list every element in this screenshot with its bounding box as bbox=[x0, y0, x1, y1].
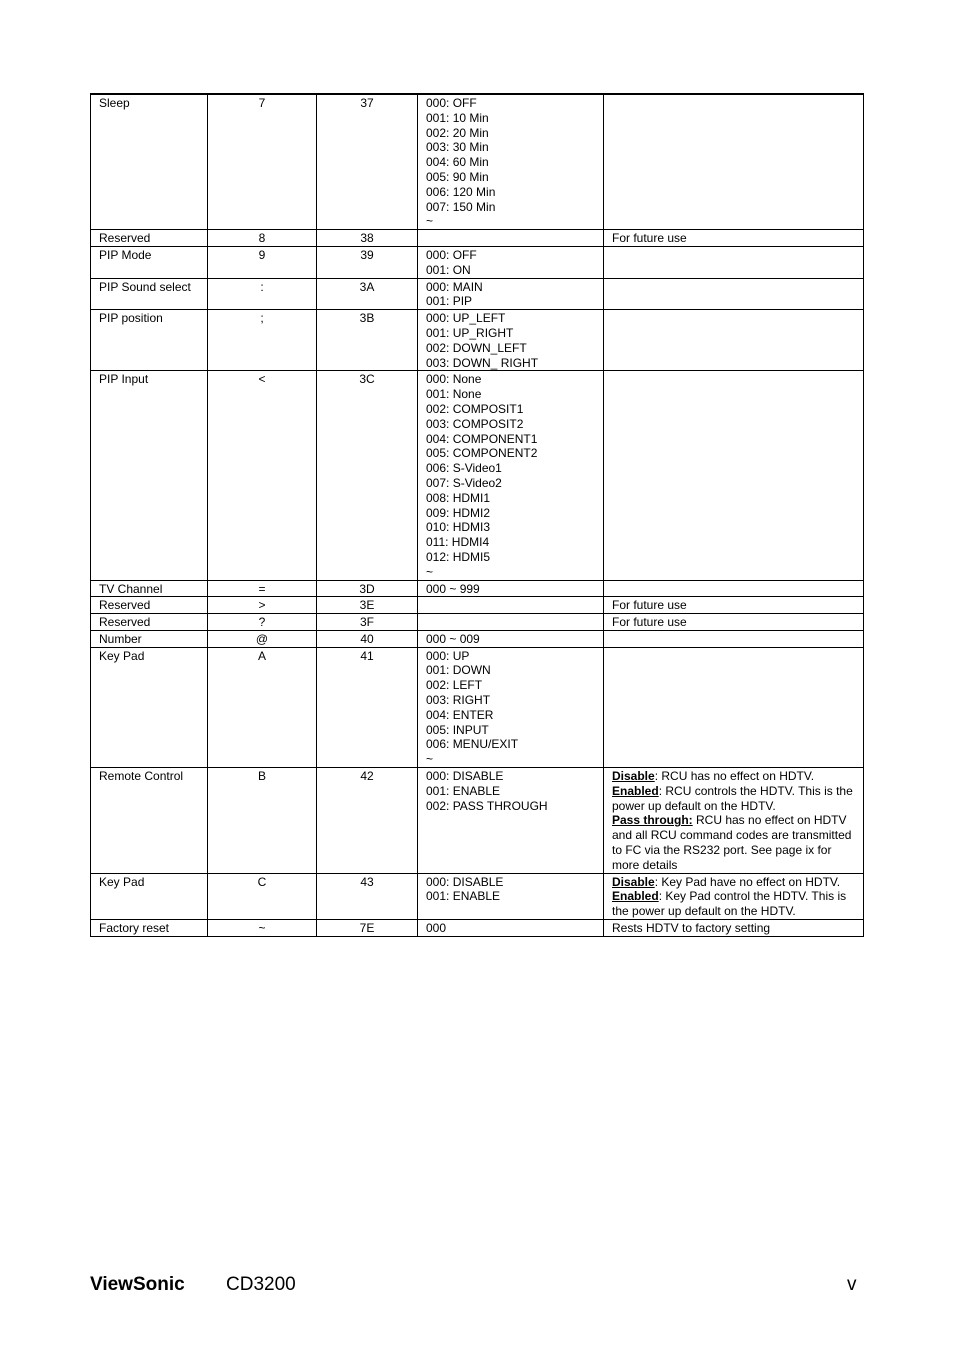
description-text: For future use bbox=[612, 615, 687, 630]
command-hex: 7E bbox=[317, 920, 418, 937]
table-row bbox=[91, 647, 864, 767]
command-char: A bbox=[208, 647, 317, 767]
description-keyword: Pass through: bbox=[612, 813, 693, 828]
command-hex: 37 bbox=[317, 94, 418, 230]
command-name: PIP Input bbox=[91, 371, 208, 580]
table-row bbox=[91, 614, 864, 631]
description-text: : Key Pad have no effect on HDTV. bbox=[654, 874, 841, 889]
page-number: v bbox=[847, 1274, 857, 1295]
value-option: 002: LEFT bbox=[426, 678, 483, 693]
command-hex: 3E bbox=[317, 597, 418, 614]
command-char: ? bbox=[208, 614, 317, 631]
value-option: 002: 20 Min bbox=[426, 125, 489, 140]
command-description bbox=[604, 597, 864, 614]
command-name: Factory reset bbox=[91, 920, 208, 937]
command-description bbox=[604, 278, 864, 310]
command-char: < bbox=[208, 371, 317, 580]
command-char: ~ bbox=[208, 920, 317, 937]
command-values bbox=[418, 94, 604, 230]
command-hex: 3A bbox=[317, 278, 418, 310]
value-option: 001: PIP bbox=[426, 294, 473, 309]
value-option: 004: COMPONENT1 bbox=[426, 431, 538, 446]
value-option: 000 bbox=[426, 921, 447, 936]
command-name: Reserved bbox=[91, 230, 208, 247]
value-option: 006: MENU/EXIT bbox=[426, 737, 519, 752]
command-char: 9 bbox=[208, 246, 317, 278]
command-values bbox=[418, 873, 604, 919]
command-description bbox=[604, 371, 864, 580]
footer-brand: ViewSonic bbox=[90, 1274, 185, 1295]
command-description bbox=[604, 768, 864, 874]
value-option: 000: DISABLE bbox=[426, 874, 504, 889]
command-values bbox=[418, 278, 604, 310]
description-text: For future use bbox=[612, 231, 687, 246]
table-row bbox=[91, 630, 864, 647]
description-keyword: Disable bbox=[612, 769, 655, 784]
command-description bbox=[604, 230, 864, 247]
value-option: 003: RIGHT bbox=[426, 693, 491, 708]
command-char: 8 bbox=[208, 230, 317, 247]
command-description bbox=[604, 920, 864, 937]
command-values bbox=[418, 230, 604, 247]
value-option: 006: S-Video1 bbox=[426, 461, 502, 476]
value-option: ~ bbox=[426, 214, 434, 229]
command-hex: 38 bbox=[317, 230, 418, 247]
value-option: 000: DISABLE bbox=[426, 769, 504, 784]
table-row bbox=[91, 230, 864, 247]
value-option: 012: HDMI5 bbox=[426, 549, 491, 564]
value-option: 011: HDMI4 bbox=[426, 535, 490, 550]
command-values bbox=[418, 310, 604, 371]
value-option: ~ bbox=[426, 752, 434, 767]
value-option: 002: DOWN_LEFT bbox=[426, 340, 527, 355]
command-description bbox=[604, 647, 864, 767]
table-row bbox=[91, 246, 864, 278]
description-text: RCU has no effect on HDTV and all RCU command codes are transmitted to FC via the RS232 port. See page ix for more details bbox=[612, 813, 852, 872]
value-option: 001: 10 Min bbox=[426, 110, 489, 125]
value-option: 004: 60 Min bbox=[426, 155, 489, 170]
command-name: Reserved bbox=[91, 614, 208, 631]
command-description bbox=[604, 580, 864, 597]
command-char: ; bbox=[208, 310, 317, 371]
command-hex: 41 bbox=[317, 647, 418, 767]
value-option: 007: S-Video2 bbox=[426, 475, 502, 490]
description-line bbox=[612, 875, 859, 890]
command-hex: 43 bbox=[317, 873, 418, 919]
value-option: 002: COMPOSIT1 bbox=[426, 401, 524, 416]
description-line bbox=[612, 598, 859, 613]
value-option: 005: INPUT bbox=[426, 722, 489, 737]
value-option: 007: 150 Min bbox=[426, 199, 496, 214]
table-row bbox=[91, 597, 864, 614]
command-values bbox=[418, 597, 604, 614]
description-line bbox=[612, 769, 859, 784]
command-name: Sleep bbox=[91, 94, 208, 230]
description-text: Rests HDTV to factory setting bbox=[612, 921, 771, 936]
value-option: 000: UP_LEFT bbox=[426, 311, 506, 326]
value-option: 005: 90 Min bbox=[426, 169, 489, 184]
table-row bbox=[91, 94, 864, 230]
command-values bbox=[418, 630, 604, 647]
command-table bbox=[90, 93, 864, 937]
command-char: C bbox=[208, 873, 317, 919]
command-char: @ bbox=[208, 630, 317, 647]
value-option: 004: ENTER bbox=[426, 707, 494, 722]
value-option: 000: OFF bbox=[426, 247, 477, 262]
value-option: 003: DOWN_ RIGHT bbox=[426, 355, 539, 370]
value-option: 000 ~ 009 bbox=[426, 631, 480, 646]
value-option: 001: UP_RIGHT bbox=[426, 325, 514, 340]
value-option: 003: 30 Min bbox=[426, 140, 489, 155]
command-name: PIP Sound select bbox=[91, 278, 208, 310]
description-line bbox=[612, 813, 859, 872]
command-description bbox=[604, 94, 864, 230]
value-option: 009: HDMI2 bbox=[426, 505, 491, 520]
description-line bbox=[612, 889, 859, 919]
command-description bbox=[604, 614, 864, 631]
command-name: PIP position bbox=[91, 310, 208, 371]
value-option: 010: HDMI3 bbox=[426, 520, 491, 535]
table-row bbox=[91, 920, 864, 937]
command-char: > bbox=[208, 597, 317, 614]
command-name: Reserved bbox=[91, 597, 208, 614]
command-description bbox=[604, 310, 864, 371]
command-hex: 3D bbox=[317, 580, 418, 597]
command-char: : bbox=[208, 278, 317, 310]
command-values bbox=[418, 768, 604, 874]
value-option: 001: None bbox=[426, 387, 482, 402]
description-keyword: Enabled bbox=[612, 783, 659, 798]
table-row bbox=[91, 768, 864, 874]
table-row bbox=[91, 873, 864, 919]
description-keyword: Disable bbox=[612, 874, 655, 889]
command-char: 7 bbox=[208, 94, 317, 230]
command-hex: 3C bbox=[317, 371, 418, 580]
command-name: TV Channel bbox=[91, 580, 208, 597]
command-values bbox=[418, 580, 604, 597]
description-text: : Key Pad control the HDTV. This is the power up default on the HDTV. bbox=[612, 889, 847, 919]
description-line bbox=[612, 231, 859, 246]
footer-model: CD3200 bbox=[226, 1274, 296, 1295]
command-hex: 39 bbox=[317, 246, 418, 278]
description-keyword: Enabled bbox=[612, 889, 659, 904]
command-hex: 40 bbox=[317, 630, 418, 647]
table-row bbox=[91, 371, 864, 580]
command-values bbox=[418, 920, 604, 937]
value-option: 000: OFF bbox=[426, 96, 477, 110]
value-option: 008: HDMI1 bbox=[426, 490, 491, 505]
command-char: B bbox=[208, 768, 317, 874]
description-text: : RCU has no effect on HDTV. bbox=[654, 769, 815, 784]
command-values bbox=[418, 614, 604, 631]
value-option: 001: ENABLE bbox=[426, 889, 501, 904]
table-row bbox=[91, 278, 864, 310]
description-line bbox=[612, 921, 859, 936]
value-option: 006: 120 Min bbox=[426, 184, 496, 199]
description-text: For future use bbox=[612, 598, 687, 613]
command-hex: 3F bbox=[317, 614, 418, 631]
value-option: 003: COMPOSIT2 bbox=[426, 416, 524, 431]
table-row bbox=[91, 580, 864, 597]
description-line bbox=[612, 615, 859, 630]
value-option: 000: UP bbox=[426, 648, 470, 663]
value-option: 001: ENABLE bbox=[426, 783, 501, 798]
value-option: ~ bbox=[426, 564, 434, 579]
command-values bbox=[418, 371, 604, 580]
description-text: : RCU controls the HDTV. This is the power up default on the HDTV. bbox=[612, 783, 853, 813]
command-description bbox=[604, 630, 864, 647]
command-description bbox=[604, 873, 864, 919]
command-char: = bbox=[208, 580, 317, 597]
command-name: Remote Control bbox=[91, 768, 208, 874]
command-hex: 3B bbox=[317, 310, 418, 371]
command-name: Key Pad bbox=[91, 647, 208, 767]
command-name: Number bbox=[91, 630, 208, 647]
command-description bbox=[604, 246, 864, 278]
command-hex: 42 bbox=[317, 768, 418, 874]
value-option: 000: None bbox=[426, 372, 482, 387]
description-line bbox=[612, 784, 859, 814]
value-option: 005: COMPONENT2 bbox=[426, 446, 538, 461]
command-name: Key Pad bbox=[91, 873, 208, 919]
command-name: PIP Mode bbox=[91, 246, 208, 278]
value-option: 000: MAIN bbox=[426, 279, 483, 294]
value-option: 001: ON bbox=[426, 262, 471, 277]
command-values bbox=[418, 246, 604, 278]
value-option: 002: PASS THROUGH bbox=[426, 798, 548, 813]
command-values bbox=[418, 647, 604, 767]
table-row bbox=[91, 310, 864, 371]
value-option: 001: DOWN bbox=[426, 663, 491, 678]
value-option: 000 ~ 999 bbox=[426, 581, 480, 596]
